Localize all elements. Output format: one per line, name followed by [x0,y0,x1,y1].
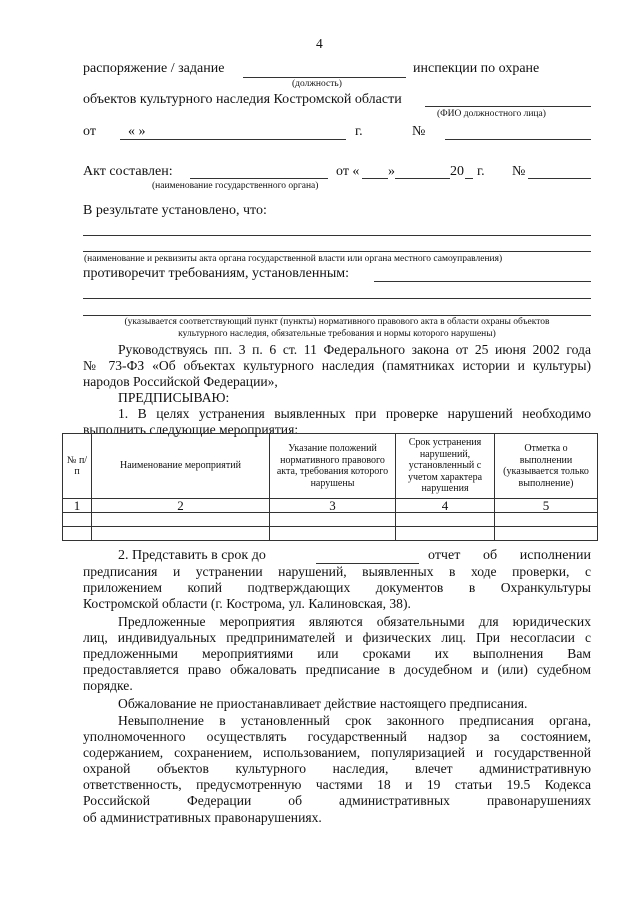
norms-field-line-1[interactable] [374,281,591,282]
act-year-mark: г. [477,164,485,179]
table-cell[interactable] [270,527,396,541]
header-cell-deadline: Срок устранения нарушений, установленный с учетом характера нарушения [396,434,495,499]
header-cell-number: № п/п [63,434,92,499]
column-number-cell: 2 [92,499,270,513]
official-name-field-line[interactable] [425,106,591,107]
table-cell[interactable] [63,513,92,527]
official-name-caption: (ФИО должностного лица) [437,109,546,119]
act-body-caption: (наименование государственного органа) [152,181,319,191]
item2-start: 2. Представить в срок до [118,548,266,563]
obligatory-paragraph: Предложенные мероприятия являются обязательными для юридических лиц, индивидуальных предпринимателей и физических лиц. При несогласии с предложенными мероприятиями или сроками их выполнения Вам предоставляется право обжаловать предписание в досудебном и (или) судебном порядке. [83,614,591,694]
norms-field-line-3[interactable] [83,315,591,316]
table-numbering-row [63,499,598,513]
year-mark: г. [355,124,363,139]
inspection-name: объектов культурного наследия Костромской области [83,92,402,107]
appeal-paragraph: Обжалование не приостанавливает действие настоящего предписания. [118,696,528,711]
table-cell[interactable] [396,513,495,527]
header-cell-completion: Отметка о выполнении (указывается только выполнение) [495,434,598,499]
act-label: Акт составлен: [83,164,173,179]
act-number-field-line[interactable] [528,178,591,179]
date-day-field[interactable]: « » [128,124,146,139]
act-month-field-line[interactable] [395,178,450,179]
established-heading: В результате установлено, что: [83,203,267,218]
act-description-line-2[interactable] [83,251,591,252]
table-cell[interactable] [92,527,270,541]
act-number-sign: № [512,164,526,179]
norms-caption-2: культурного наследия, обязательные требования и нормы которого нарушены) [178,329,496,339]
act-day-field-line[interactable] [362,178,388,179]
column-number-cell: 5 [495,499,598,513]
from-label: от [83,124,96,139]
column-number-cell: 3 [270,499,396,513]
header-cell-norms: Указание положений нормативного правового акта, требования которого нарушены [270,434,396,499]
act-year-prefix: 20 [450,164,464,179]
noncompliance-paragraph: Невыполнение в установленный срок законного предписания органа, уполномоченного осуществлять государственный надзор за состоянием, содержанием, сохранением, использованием, популяризацией и государственной охраной объектов культурного наследия, влечет административную ответственность, предусмотренную частями 18 и 19 статьи 19.5 Кодекса Российской Федерации об административных правонарушениях об административных правонарушениях. [83,713,591,825]
header-cell-measures: Наименование мероприятий [92,434,270,499]
act-description-line-1[interactable] [83,235,591,236]
act-description-caption: (наименование и реквизиты акта органа государственной власти или органа местного самоуправления) [84,254,503,264]
table-cell[interactable] [495,513,598,527]
table-header-row [63,434,598,499]
prescribe-heading: ПРЕДПИСЫВАЮ: [118,390,230,406]
table-row [63,513,598,527]
table-cell[interactable] [63,527,92,541]
position-caption: (должность) [292,79,342,89]
act-from-label: от « [336,164,360,179]
page-number: 4 [316,36,323,51]
date-field-line[interactable] [120,139,346,140]
inspection-label: инспекции по охране [413,61,540,76]
column-number-cell: 1 [63,499,92,513]
table-cell[interactable] [270,513,396,527]
column-number-cell: 4 [396,499,495,513]
norms-caption-1: (указывается соответствующий пункт (пункты) нормативного правового акта в области охраны объектов [124,317,550,327]
table-cell[interactable] [495,527,598,541]
table-row [63,527,598,541]
contradicts-label: противоречит требованиям, установленным: [83,266,349,281]
act-body-field-line[interactable] [190,178,328,179]
measures-table [62,433,598,541]
item2-report-label: отчет об исполнении [428,548,591,563]
norms-field-line-2[interactable] [83,298,591,299]
item2-paragraph: предписания и устранении нарушений, выявленных в ходе проверки, с приложением копий подтверждающих документов в Охранкультуры Костромской области (г. Кострома, ул. Калиновская, 38). [83,564,591,612]
table-cell[interactable] [396,527,495,541]
act-close-quote: » [388,164,395,179]
number-sign: № [412,124,426,139]
order-number-field-line[interactable] [445,139,591,140]
preamble-paragraph: Руководствуясь пп. 3 п. 6 ст. 11 Федерального закона от 25 июня 2002 года № 73-ФЗ «Об объектах культурного наследия (памятниках истории и культуры) народов Российской Федерации», ПРЕДПИСЫВАЮ: 1. В целях устранения выявленных при проверке нарушений необходимо выполнить следующие мероприятия: [83,342,591,438]
order-type-label: распоряжение / задание [83,61,225,76]
table-cell[interactable] [92,513,270,527]
act-year-field-line[interactable] [465,178,473,179]
position-field-line[interactable] [243,77,406,78]
